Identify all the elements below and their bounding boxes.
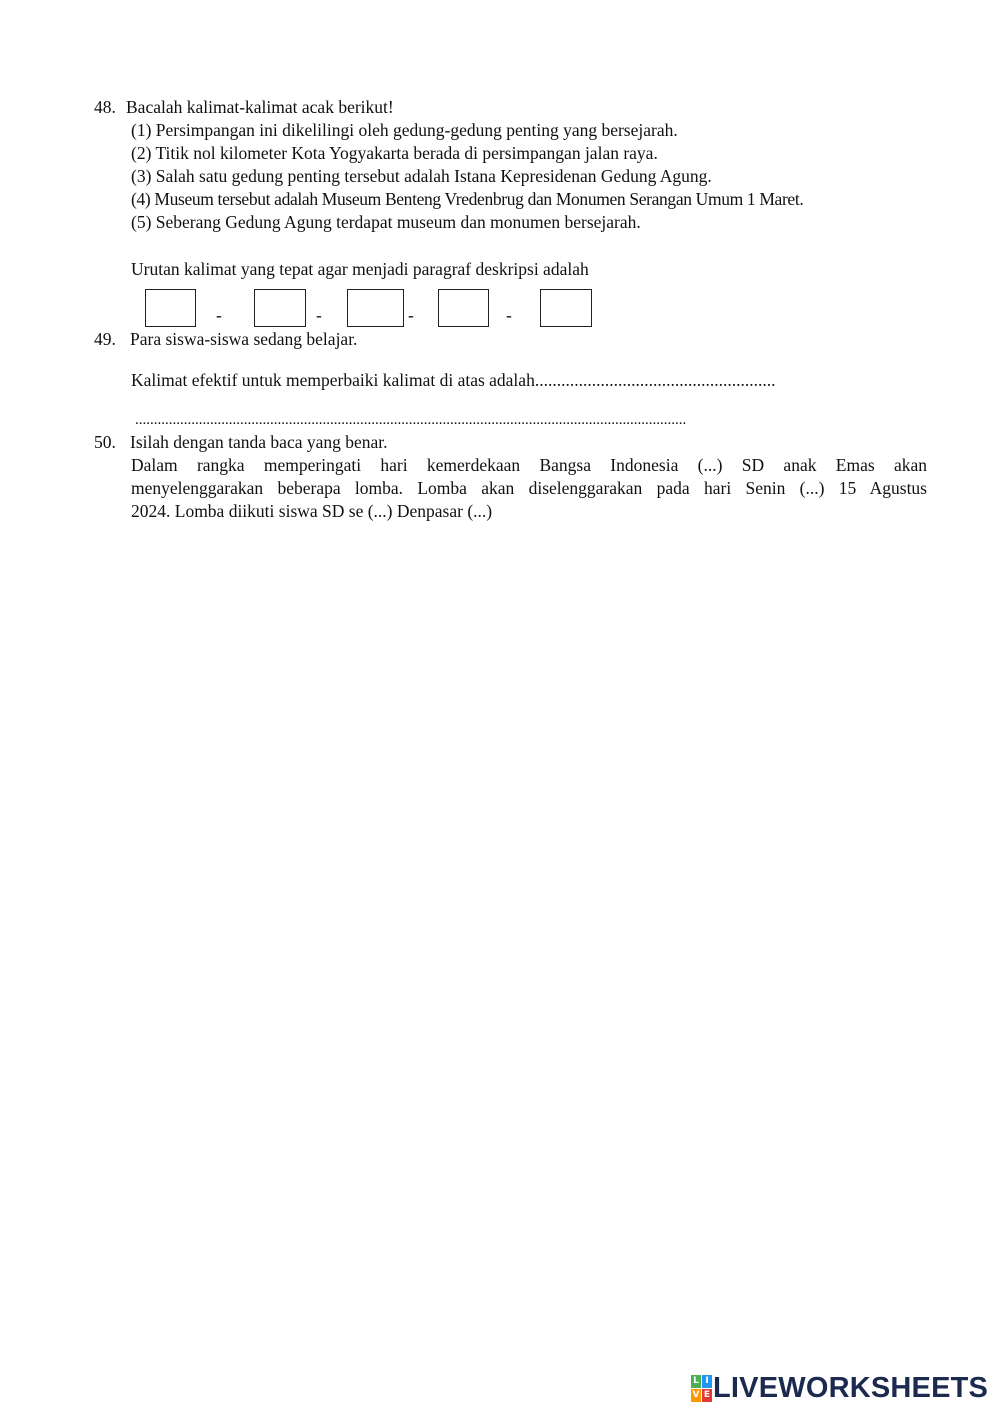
logo-letter-i: I (702, 1375, 712, 1388)
order-answer-box-3[interactable] (347, 289, 404, 327)
question-50-paragraph-line-3[interactable]: 2024. Lomba diikuti siswa SD se (...) Denpasar (...) (131, 501, 493, 521)
order-separator-4: - (506, 305, 512, 325)
question-50-paragraph-line-2[interactable]: menyelenggarakan beberapa lomba. Lomba akan diselenggarakan pada hari Senin (...) 15 Agustus (131, 478, 927, 498)
question-48-number: 48. (94, 97, 116, 117)
logo-letter-l: L (691, 1375, 701, 1388)
liveworksheets-logo-icon (691, 1375, 711, 1401)
logo-letter-v: V (692, 1390, 700, 1400)
order-answer-box-2[interactable] (254, 289, 306, 327)
sentence-5: (5) Seberang Gedung Agung terdapat museum dan monumen bersejarah. (131, 212, 641, 232)
question-48-instruction: Urutan kalimat yang tepat agar menjadi paragraf deskripsi adalah (131, 259, 589, 279)
order-separator-3: - (408, 305, 414, 325)
sentence-4: (4) Museum tersebut adalah Museum Benteng Vredenbrug dan Monumen Serangan Umum 1 Maret. (131, 189, 804, 209)
question-50-paragraph-line-1[interactable]: Dalam rangka memperingati hari kemerdekaan Bangsa Indonesia (...) SD anak Emas akan (131, 455, 927, 475)
question-49-number: 49. (94, 329, 116, 349)
order-answer-box-1[interactable] (145, 289, 196, 327)
logo-letter-e: E (703, 1390, 711, 1400)
question-49-answer-line[interactable]: ................................................................................................................................................... (135, 412, 687, 428)
question-48-prompt: Bacalah kalimat-kalimat acak berikut! (126, 97, 394, 117)
order-separator-1: - (216, 305, 222, 325)
liveworksheets-logo (691, 1373, 988, 1403)
order-answer-box-4[interactable] (438, 289, 489, 327)
order-separator-2: - (316, 305, 322, 325)
sentence-2: (2) Titik nol kilometer Kota Yogyakarta berada di persimpangan jalan raya. (131, 143, 658, 163)
question-50-prompt: Isilah dengan tanda baca yang benar. (130, 432, 388, 452)
sentence-3: (3) Salah satu gedung penting tersebut adalah Istana Kepresidenan Gedung Agung. (131, 166, 712, 186)
question-50-number: 50. (94, 432, 116, 452)
sentence-1: (1) Persimpangan ini dikelilingi oleh gedung-gedung penting yang bersejarah. (131, 120, 678, 140)
order-answer-box-5[interactable] (540, 289, 592, 327)
question-49-instruction[interactable]: Kalimat efektif untuk memperbaiki kalimat di atas adalah....................................................... (131, 370, 776, 390)
question-49-prompt: Para siswa-siswa sedang belajar. (130, 329, 358, 349)
liveworksheets-brand-text: LIVEWORKSHEETS (713, 1371, 989, 1404)
